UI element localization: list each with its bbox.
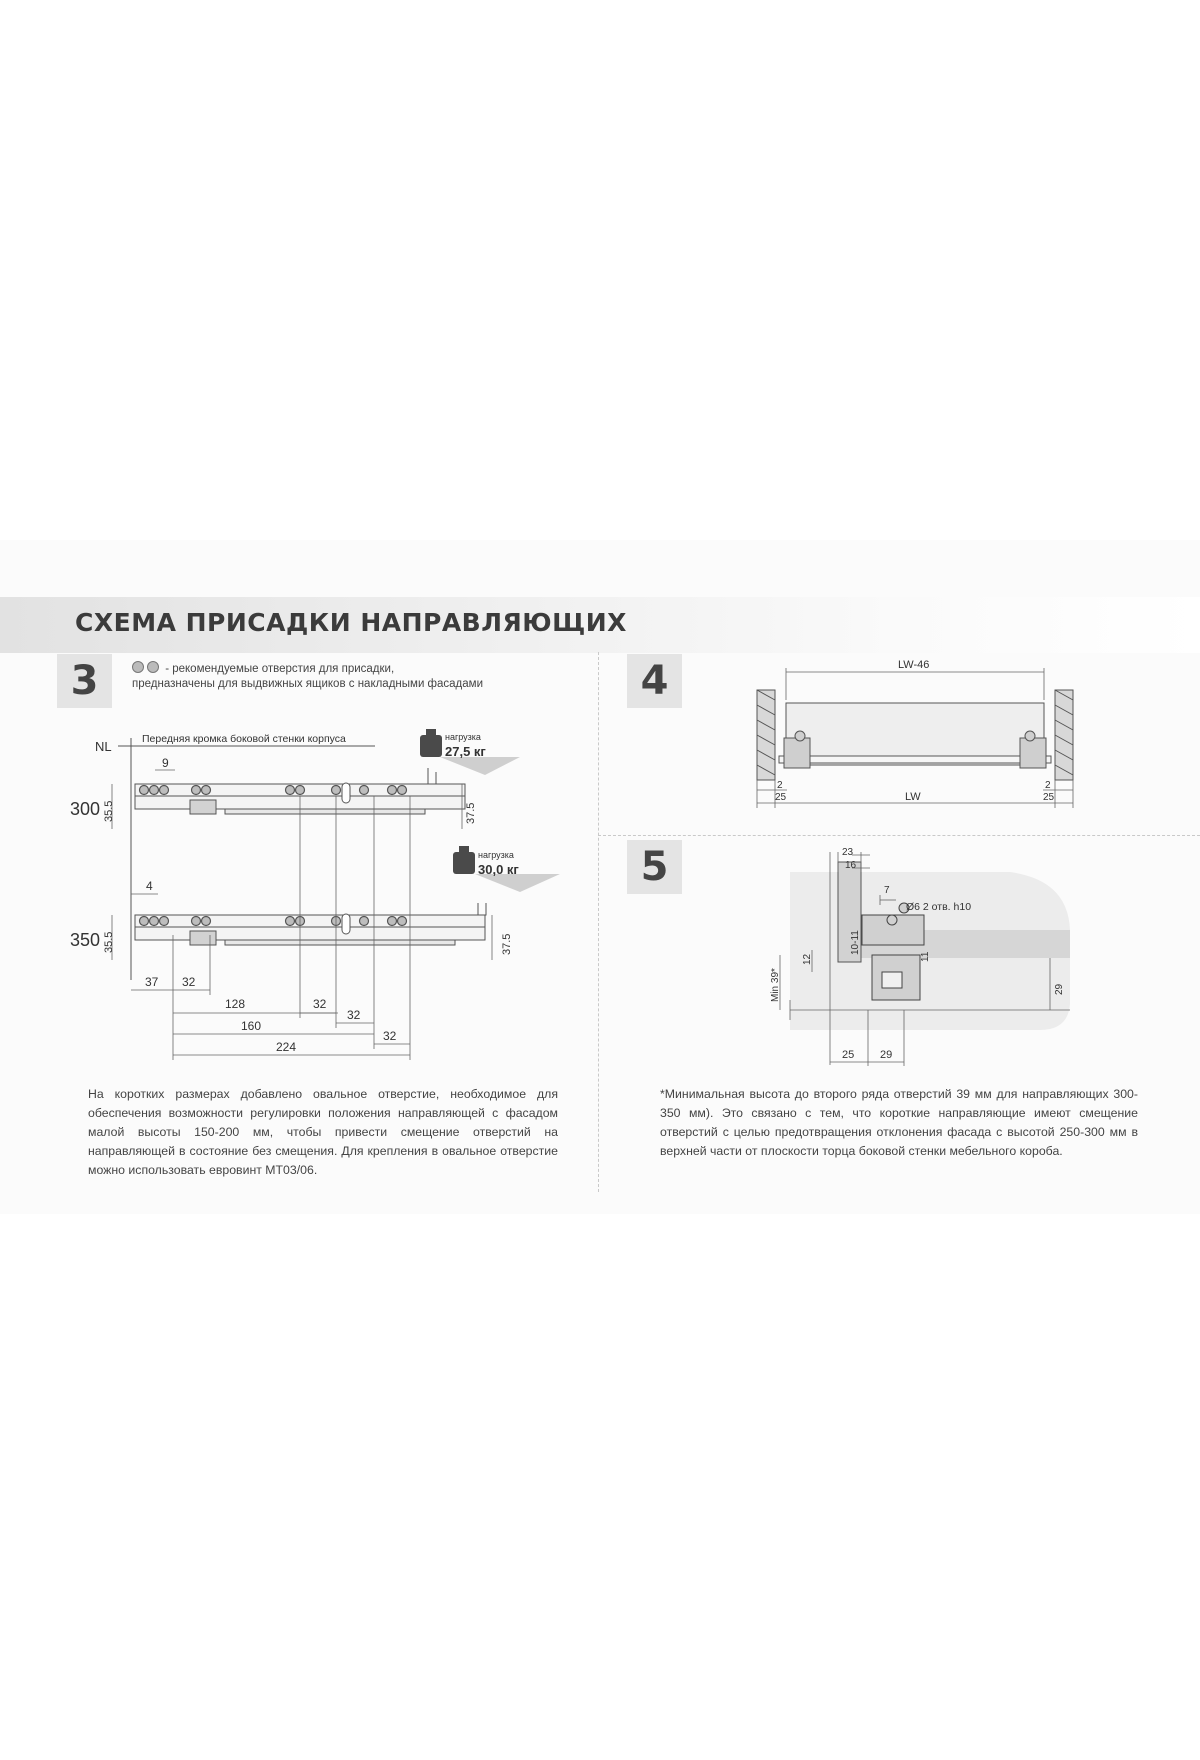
dim-16: 16: [845, 860, 857, 871]
dim-25-left: 25: [775, 792, 787, 803]
dim-11: 11: [920, 951, 931, 962]
legend-text-1: - рекомендуемые отверстия для присадки,: [165, 663, 395, 675]
dim-2-left: 2: [777, 780, 783, 791]
dim-35-5-top: 35.5: [103, 800, 115, 822]
load1-value: 27,5 кг: [445, 744, 486, 759]
dim-160: 160: [241, 1019, 262, 1033]
dim-7: 7: [884, 885, 890, 896]
min-39-label: Min 39*: [770, 968, 781, 1002]
dim-35-5-bottom: 35.5: [103, 931, 115, 953]
dim-lw-46: LW-46: [898, 659, 930, 671]
dim-37-5-top: 37.5: [465, 802, 477, 824]
dim-23: 23: [842, 847, 854, 858]
dim-37: 37: [145, 975, 159, 989]
size-350-label: 350: [70, 930, 101, 950]
section-number-3: 3: [57, 654, 112, 708]
load2-value: 30,0 кг: [478, 862, 519, 877]
page-title: СХЕМА ПРИСАДКИ НАПРАВЛЯЮЩИХ: [75, 608, 627, 637]
dim-29-bottom: 29: [880, 1049, 893, 1061]
dim-224: 224: [276, 1040, 297, 1054]
dim-2-right: 2: [1045, 780, 1051, 791]
dim-32-c: 32: [347, 1008, 361, 1022]
dim-32-b: 32: [313, 997, 327, 1011]
dim-9: 9: [162, 756, 169, 770]
section-number-4: 4: [627, 654, 682, 708]
dim-32-d: 32: [383, 1029, 397, 1043]
dim-37-5-bottom: 37.5: [501, 933, 513, 955]
dim-4: 4: [146, 879, 153, 893]
legend-line-2: предназначены для выдвижных ящиков с накладными фасадами: [132, 678, 483, 690]
dim-25: 25: [842, 1049, 855, 1061]
size-300-label: 300: [70, 799, 101, 819]
note-left: На коротких размерах добавлено овальное отверстие, необходимое для обеспечения возможности регулировки положения направляющей с фасадом малой высоты 150-200 мм, чтобы привести смещение отверстий на направляющей в состояние без смещения. Для крепления в овальное отверстие можно использовать евровинт МТ03/06.: [88, 1087, 558, 1177]
load2-caption: нагрузка: [478, 850, 514, 860]
dim-29-right: 29: [1054, 983, 1065, 995]
load1-caption: нагрузка: [445, 732, 481, 742]
dim-128: 128: [225, 997, 246, 1011]
dim-12: 12: [802, 953, 813, 965]
nl-label: NL: [95, 739, 112, 754]
dim-lw: LW: [905, 791, 921, 803]
dim-32-a: 32: [182, 975, 196, 989]
edge-label: Передняя кромка боковой стенки корпуса: [142, 733, 346, 745]
dim-25-right: 25: [1043, 792, 1055, 803]
section-number-5: 5: [627, 840, 682, 894]
note-right: *Минимальная высота до второго ряда отверстий 39 мм для направляющих 300-350 мм). Это связано с тем, что короткие направляющие имеют смещение отверстий с целью предотвращения отклонения фасада с высотой 250-300 мм в верхней части от плоскости торца боковой стенки мебельного короба.: [660, 1087, 1138, 1158]
dim-10-11: 10-11: [850, 930, 861, 955]
hole-label: Ø6 2 отв. h10: [906, 901, 972, 913]
